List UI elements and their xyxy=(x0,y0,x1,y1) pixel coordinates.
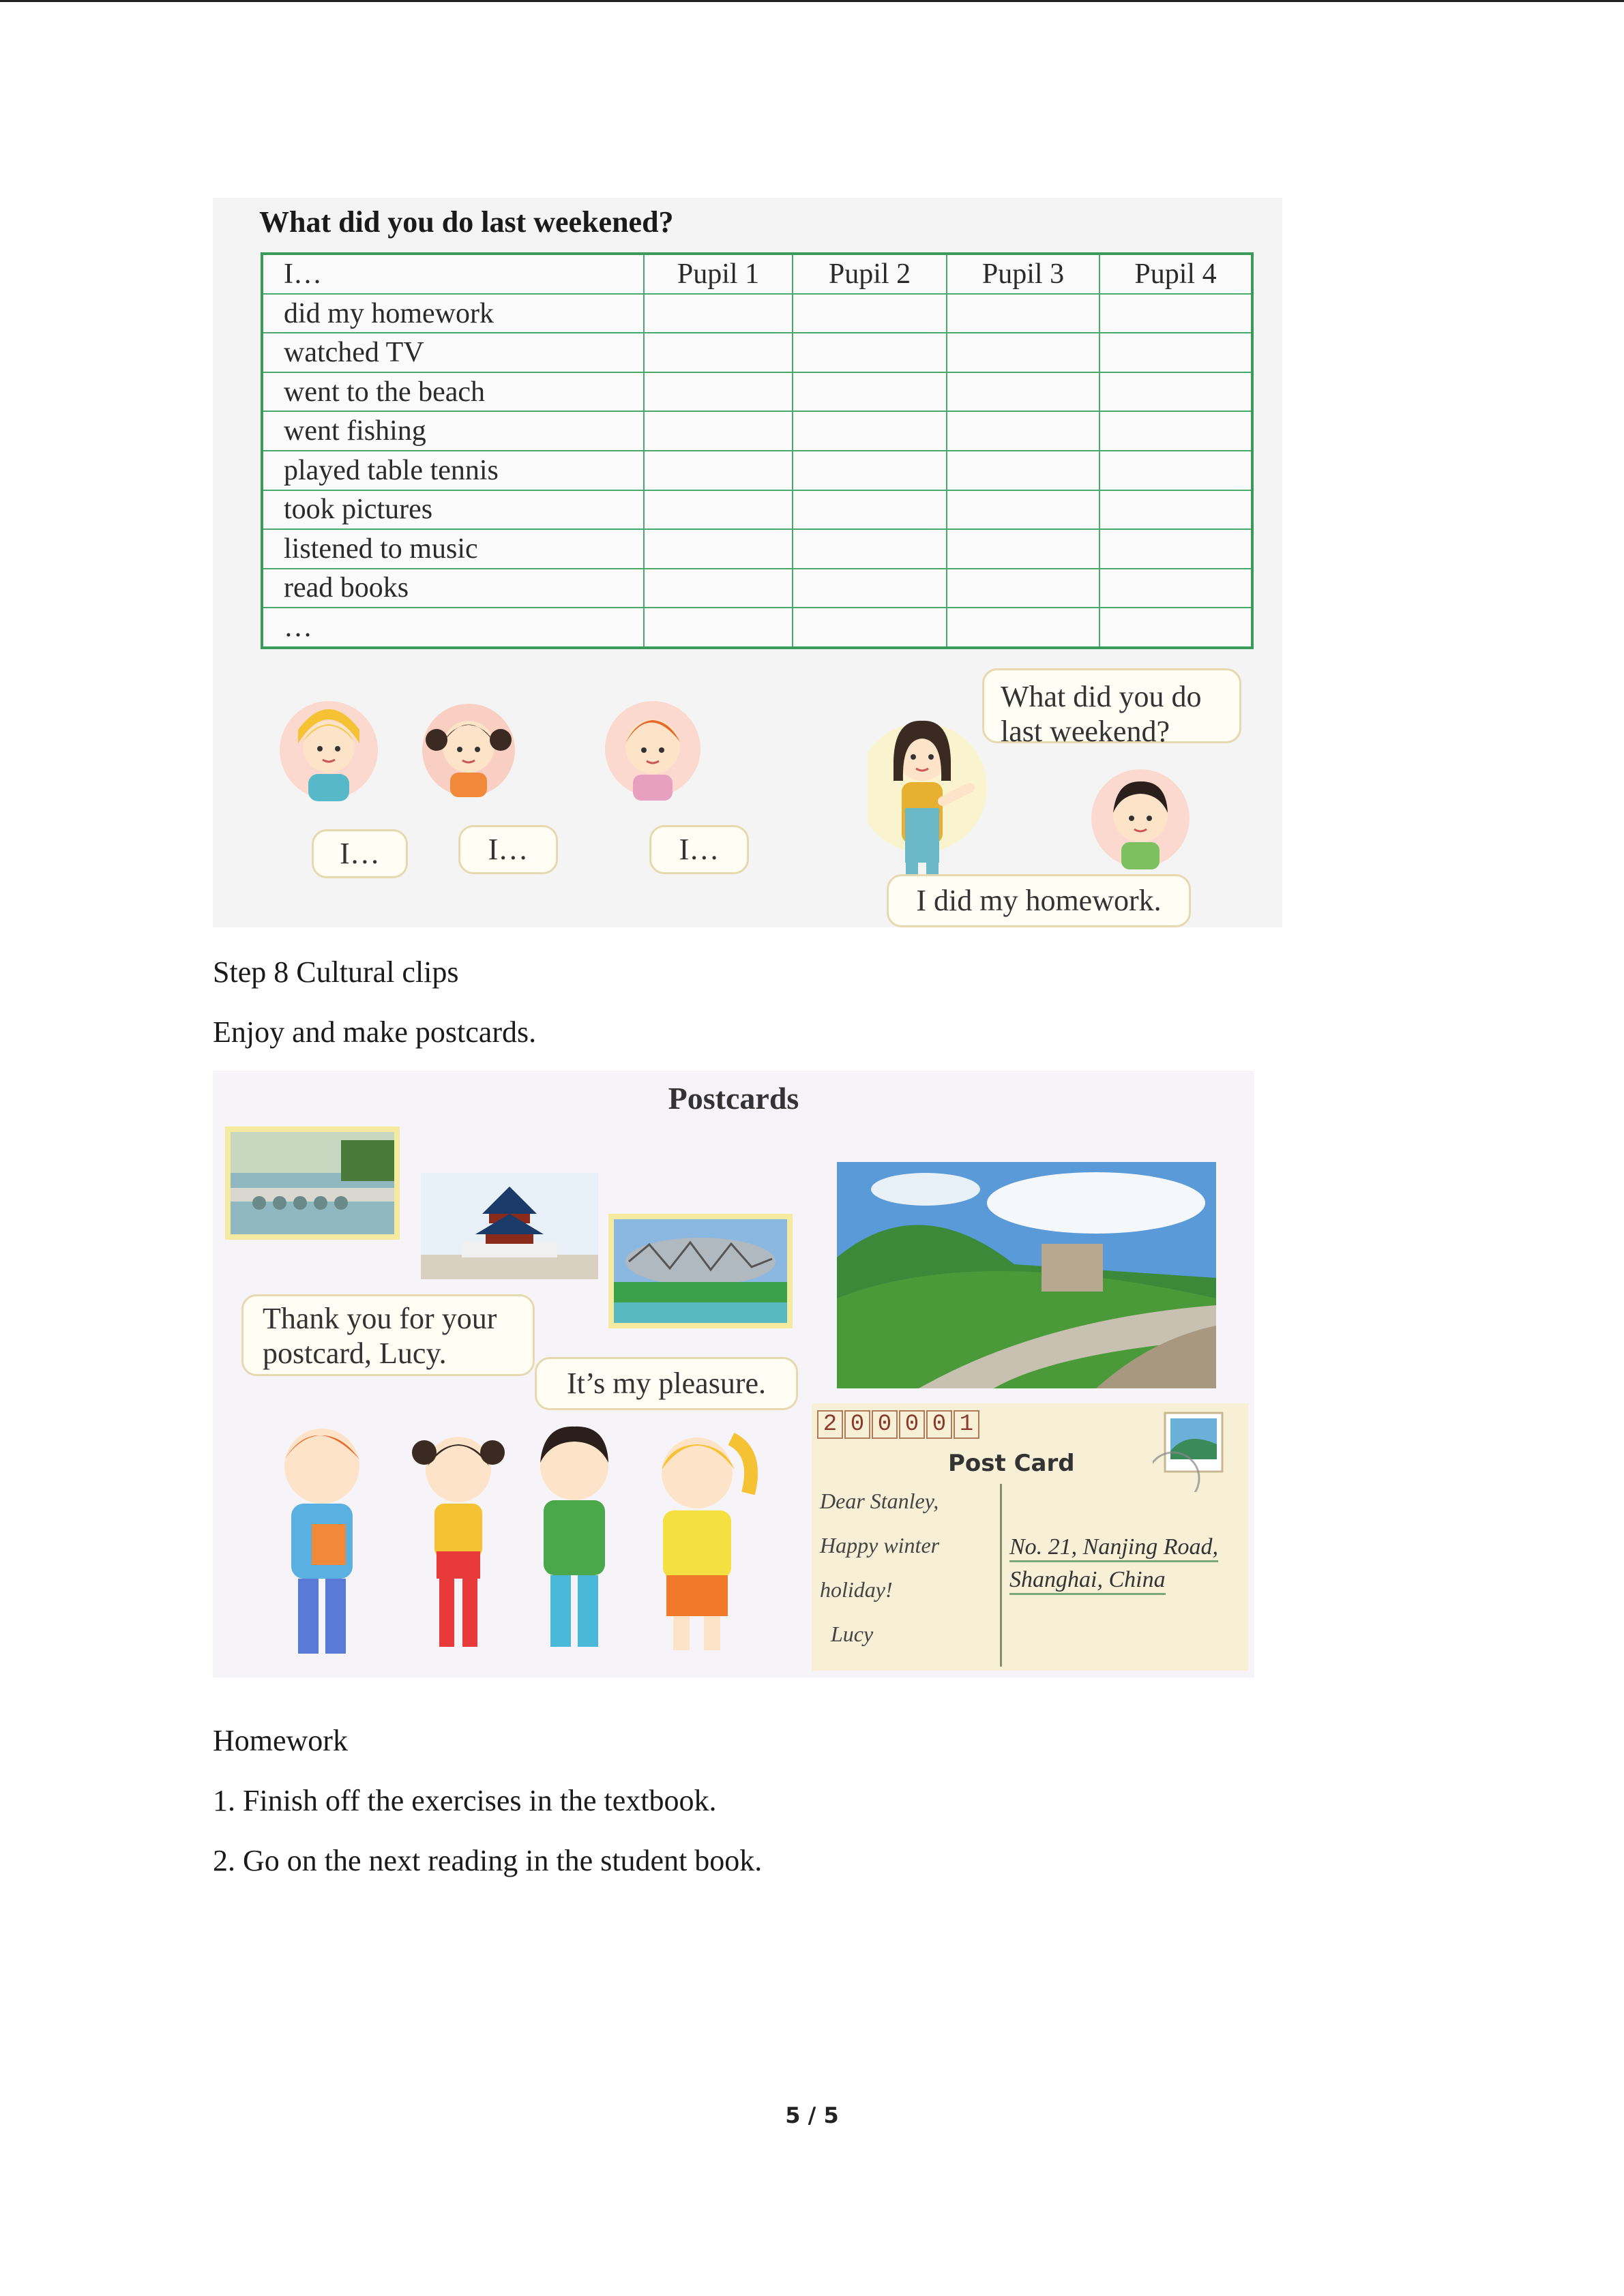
table-row xyxy=(262,294,1252,333)
temple-of-heaven-photo xyxy=(421,1173,598,1279)
postal-digit: 0 xyxy=(926,1410,952,1439)
activity-cell: … xyxy=(262,608,644,648)
table-row xyxy=(262,608,1252,648)
activity-cell: went to the beach xyxy=(262,372,644,412)
survey-table xyxy=(261,252,1254,649)
bridge-photo xyxy=(225,1127,400,1240)
stamp-icon xyxy=(1153,1410,1228,1492)
question-speech-bubble xyxy=(982,668,1241,748)
kid3-speech-bubble xyxy=(649,825,749,874)
postal-digit: 0 xyxy=(844,1410,870,1439)
table-row xyxy=(262,333,1252,372)
homework-heading: Homework xyxy=(213,1724,348,1757)
kid2-speech-bubble xyxy=(458,825,558,874)
table-row xyxy=(262,411,1252,451)
boy-answering-illustration xyxy=(1086,764,1195,873)
answer-speech-bubble xyxy=(887,874,1191,927)
header-pupil-3: Pupil 3 xyxy=(947,254,1099,294)
activity-cell: listened to music xyxy=(262,529,644,569)
activity-cell: did my homework xyxy=(262,294,644,333)
postal-digit: 0 xyxy=(872,1410,898,1439)
header-pupil-1: Pupil 1 xyxy=(644,254,793,294)
postal-digit: 0 xyxy=(899,1410,925,1439)
kid1-speech-bubble xyxy=(312,829,408,878)
enjoy-instruction: Enjoy and make postcards. xyxy=(213,1015,537,1049)
postcard-title: Post Card xyxy=(948,1450,1075,1477)
question-line-1: What did you do xyxy=(1001,680,1202,713)
homework-item-1: 1. Finish off the exercises in the textbook. xyxy=(213,1784,717,1817)
kid1-speech-text: I… xyxy=(340,837,380,870)
table-row xyxy=(262,569,1252,608)
girl-pigtails-illustration xyxy=(417,692,520,801)
table-row xyxy=(262,529,1252,569)
address-line-2: Shanghai, China xyxy=(1009,1567,1166,1595)
activity-cell: went fishing xyxy=(262,411,644,451)
thanks-speech-bubble xyxy=(241,1294,535,1376)
activity-cell: watched TV xyxy=(262,333,644,372)
step8-heading: Step 8 Cultural clips xyxy=(213,955,459,989)
thanks-line-2: postcard, Lucy. xyxy=(263,1336,447,1370)
card-divider xyxy=(1000,1484,1002,1667)
question-line-2: last weekend? xyxy=(1001,714,1170,748)
survey-figure xyxy=(213,198,1282,927)
header-pupil-4: Pupil 4 xyxy=(1099,254,1252,294)
card-signature: Lucy xyxy=(831,1622,874,1646)
postal-digit: 1 xyxy=(954,1410,979,1439)
top-rule xyxy=(0,0,1624,2)
card-message-line-1: Happy winter xyxy=(820,1533,940,1557)
table-row xyxy=(262,490,1252,530)
survey-title: What did you do last weekened? xyxy=(259,205,674,239)
great-wall-photo xyxy=(837,1162,1216,1388)
postcards-figure xyxy=(213,1071,1254,1678)
activity-cell: took pictures xyxy=(262,490,644,530)
table-row xyxy=(262,451,1252,490)
thanks-line-1: Thank you for your xyxy=(263,1302,497,1335)
four-kids-illustration xyxy=(261,1412,799,1671)
postal-code xyxy=(817,1410,979,1439)
kid3-speech-text: I… xyxy=(679,833,720,866)
table-row xyxy=(262,372,1252,412)
answer-speech-text: I did my homework. xyxy=(916,884,1162,917)
postcard xyxy=(812,1403,1248,1671)
pleasure-speech-text: It’s my pleasure. xyxy=(566,1367,767,1400)
postcards-title: Postcards xyxy=(668,1081,799,1116)
boy-redhead-illustration xyxy=(602,689,704,805)
card-message-line-2: holiday! xyxy=(820,1577,893,1602)
postal-digit: 2 xyxy=(817,1410,843,1439)
header-pupil-2: Pupil 2 xyxy=(793,254,947,294)
girl-blonde-illustration xyxy=(278,689,380,805)
page-number: 5 / 5 xyxy=(785,2102,839,2128)
address-line-1: No. 21, Nanjing Road, xyxy=(1009,1534,1218,1562)
table-header-row xyxy=(262,254,1252,294)
activity-cell: read books xyxy=(262,569,644,608)
header-i: I… xyxy=(262,254,644,294)
card-greeting: Dear Stanley, xyxy=(820,1489,939,1513)
pleasure-speech-bubble xyxy=(535,1357,798,1410)
activity-cell: played table tennis xyxy=(262,451,644,490)
homework-item-2: 2. Go on the next reading in the student book. xyxy=(213,1844,763,1877)
birds-nest-stadium-photo xyxy=(608,1214,793,1328)
kid2-speech-text: I… xyxy=(488,833,529,866)
